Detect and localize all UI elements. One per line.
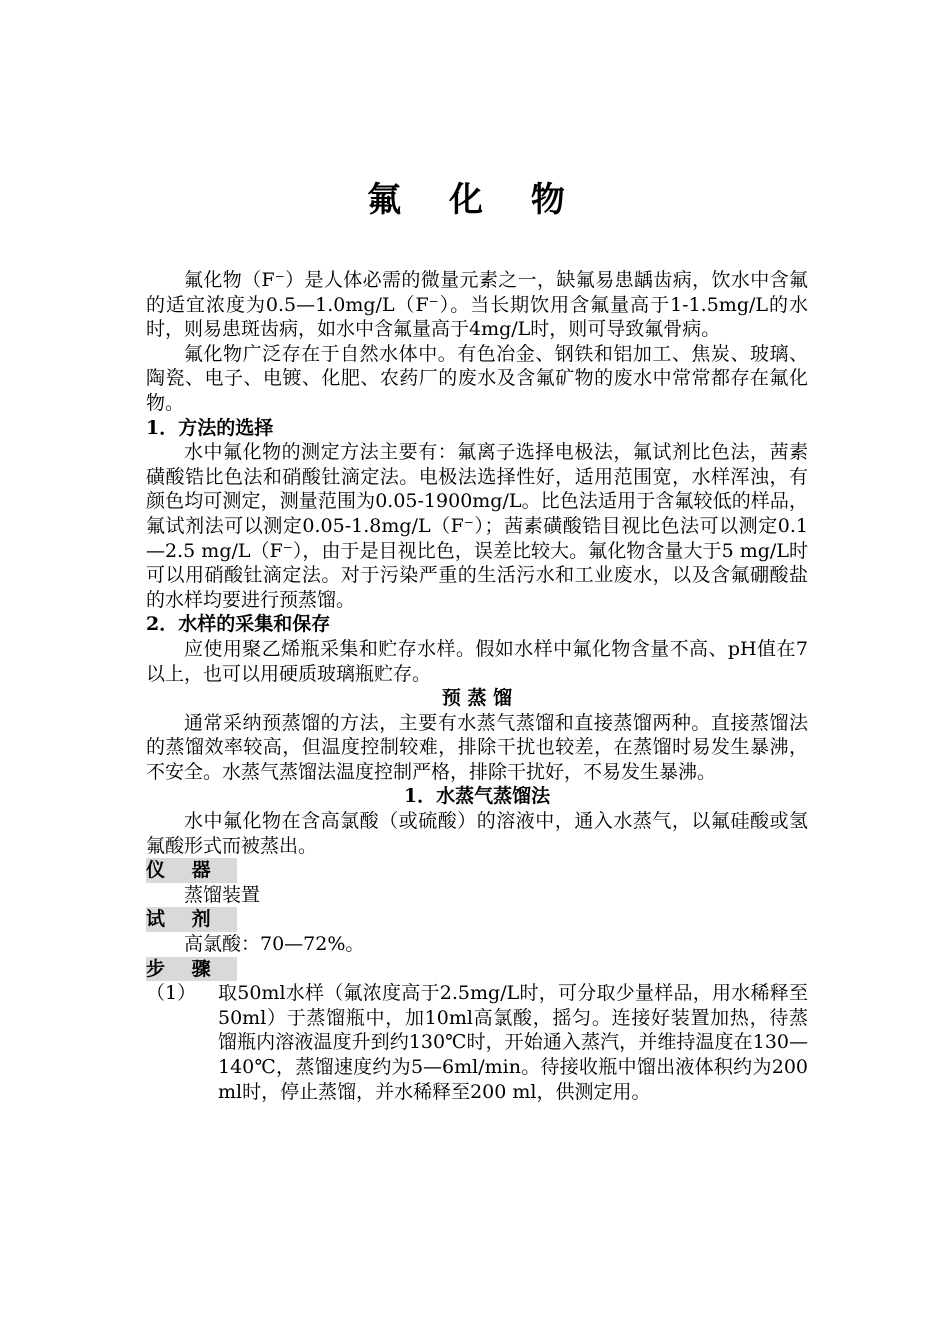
section-text-method: 水中氟化物的测定方法主要有：氟离子选择电极法，氟试剂比色法，茜素磺酸锆比色法和硝酸钍滴定法。电极法选择性好，适用范围宽，水样浑浊，有颜色均可测定，测量范围为0.05-1900mg/L。比色法适用于含氟较低的样品，氟试剂法可以测定0.05-1.8mg/L（F⁻）；茜素磺酸锆目视比色法可以测定0.1—2.5 mg/L（F⁻），由于是目视比色，误差比较大。氟化物含量大于5 mg/L时可以用硝酸钍滴定法。对于污染严重的生活污水和工业废水，以及含氟硼酸盐的水样均要进行预蒸馏。 bbox=[146, 441, 808, 611]
instrument-label-row bbox=[146, 858, 808, 883]
reagent-text: 高氯酸：70—72%。 bbox=[184, 933, 365, 956]
section-text-predistill: 通常采纳预蒸馏的方法，主要有水蒸气蒸馏和直接蒸馏两种。直接蒸馏法的蒸馏效率较高，但温度控制较难，排除干扰也较差，在蒸馏时易发生暴沸，不安全。水蒸气蒸馏法温度控制严格，排除干扰好，不易发生暴沸。 bbox=[146, 711, 808, 783]
section-heading-steam: 1．水蒸气蒸馏法 bbox=[403, 785, 551, 808]
section-heading-method: 1．方法的选择 bbox=[146, 416, 274, 439]
steps-label-row bbox=[146, 957, 808, 982]
section-heading-predistill: 预 蒸 馏 bbox=[441, 687, 513, 710]
document-title: 氟 化 物 bbox=[367, 180, 583, 220]
step-text: 取50ml水样（氟浓度高于2.5mg/L时，可分取少量样品，用水稀释至50ml）于蒸馏瓶中，加10ml高氯酸，摇匀。连接好装置加热，待蒸馏瓶内溶液温度升到约130℃时，开始通入蒸汽，并维持温度在130—140℃，蒸馏速度约为5—6ml/min。待接收瓶中馏出液体积约为200 ml时，停止蒸馏，并水稀释至200 ml，供测定用。 bbox=[218, 982, 808, 1103]
intro-paragraph-1: 氟化物（F⁻）是人体必需的微量元素之一，缺氟易患龋齿病，饮水中含氟的适宜浓度为0.5—1.0mg/L（F⁻）。当长期饮用含氟量高于1-1.5mg/L的水时，则易患斑齿病，如水中含氟量高于4mg/L时，则可导致氟骨病。 bbox=[146, 269, 808, 341]
instrument-text: 蒸馏装置 bbox=[184, 883, 261, 906]
section-heading-sampling: 2．水样的采集和保存 bbox=[146, 613, 331, 636]
step-number: （1） bbox=[146, 982, 197, 1005]
section-text-sampling: 应使用聚乙烯瓶采集和贮存水样。假如水样中氟化物含量不高、pH值在7以上，也可以用硬质玻璃瓶贮存。 bbox=[146, 637, 808, 685]
intro-paragraph-2: 氟化物广泛存在于自然水体中。有色冶金、钢铁和铝加工、焦炭、玻璃、陶瓷、电子、电镀、化肥、农药厂的废水及含氟矿物的废水中常常都存在氟化物。 bbox=[146, 342, 808, 414]
document-body bbox=[146, 268, 808, 1104]
steps-label: 步 骤 bbox=[146, 957, 237, 982]
reagent-label: 试 剂 bbox=[146, 907, 237, 932]
reagent-label-row bbox=[146, 907, 808, 932]
step-item bbox=[146, 981, 808, 1104]
section-text-steam: 水中氟化物在含高氯酸（或硫酸）的溶液中，通入水蒸气，以氟硅酸或氢氟酸形式而被蒸出。 bbox=[146, 810, 808, 857]
instrument-label: 仪 器 bbox=[146, 858, 237, 883]
